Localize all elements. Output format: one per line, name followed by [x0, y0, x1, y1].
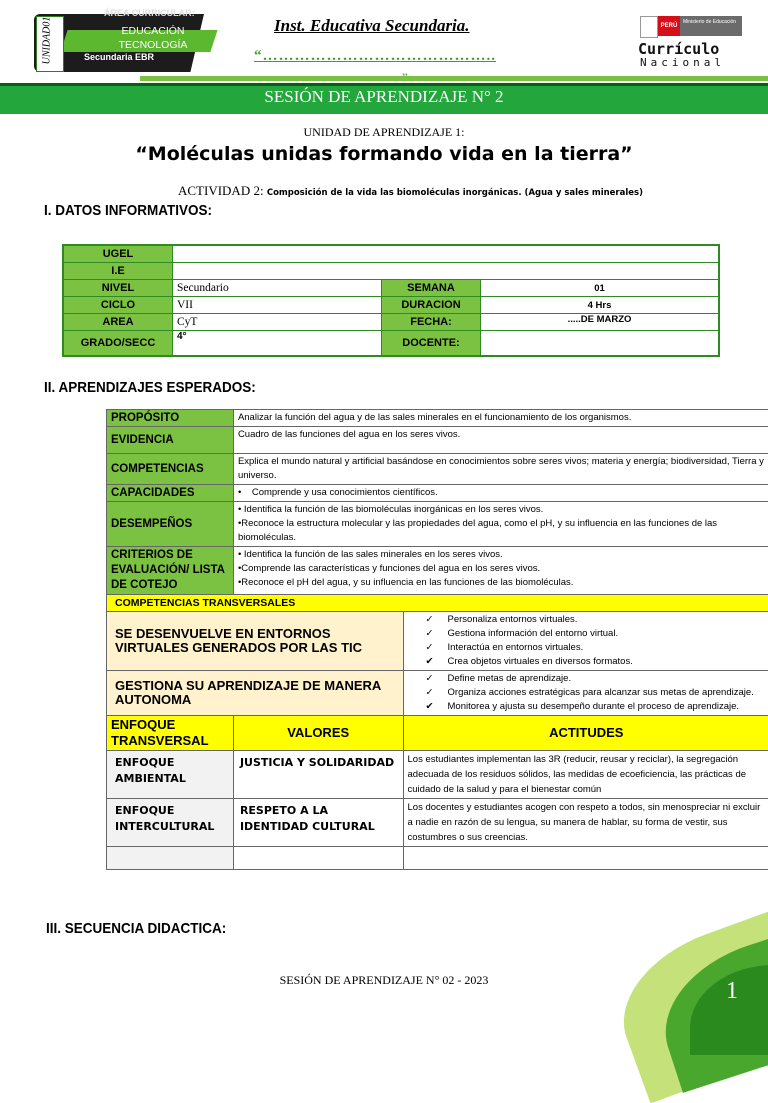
ciclo-label: CICLO [63, 297, 173, 314]
institution-name: Inst. Educativa Secundaria. [274, 16, 470, 36]
area-label: ÁREA CURRICULAR: [104, 8, 195, 18]
session-title: SESIÓN DE APRENDIZAJE N° 2 [0, 87, 768, 107]
check-text: Monitorea y ajusta su desempeño durante el proceso de aprendizaje. [448, 701, 740, 712]
semana-label: SEMANA [382, 280, 481, 297]
criterios-label: CRITERIOS DE EVALUACIÓN/ LISTA DE COTEJO [107, 547, 234, 595]
empty-cell [233, 847, 403, 870]
check-item [408, 672, 765, 686]
check-text: Crea objetos virtuales en diversos formatos. [448, 656, 633, 667]
ugel-value [173, 245, 720, 263]
check-text: Personaliza entornos virtuales. [448, 614, 578, 625]
check-item [408, 641, 765, 655]
logo-country: PERÚ [658, 16, 680, 36]
duracion-label: DURACION [382, 297, 481, 314]
nivel-value: Secundario [173, 280, 382, 297]
header-accent-line [140, 76, 768, 81]
ciclo-value: VII [173, 297, 382, 314]
activity-line [178, 183, 643, 199]
empty-cell [403, 847, 768, 870]
check-icon: ✓ [426, 627, 434, 641]
valor-justicia: JUSTICIA Y SOLIDARIDAD [233, 751, 403, 799]
semana-value: 01 [481, 280, 720, 297]
nivel-label: NIVEL [63, 280, 173, 297]
enfoque-intercultural: ENFOQUE INTERCULTURAL [107, 799, 234, 847]
duracion-value: 4 Hrs [481, 297, 720, 314]
check-text: Define metas de aprendizaje. [448, 673, 572, 684]
actitudes-header: ACTITUDES [403, 716, 768, 751]
ugel-label: UGEL [63, 245, 173, 263]
desempeno-item: •Reconoce la estructura molecular y las propiedades del agua, como el pH, y su influencia en las funciones de las biomoléculas. [238, 517, 765, 545]
logo-ministry: Ministerio de Educación [680, 16, 742, 36]
grado-value: 4° [173, 331, 382, 357]
section-2-title: II. APRENDIZAJES ESPERADOS: [44, 379, 256, 396]
criterio-item: •Comprende las características y funciones del agua en los seres vivos. [238, 562, 765, 576]
unidad-tag-label: UNIDAD01 [41, 17, 52, 65]
level-label: Secundaria EBR [84, 52, 154, 62]
valores-header: VALORES [233, 716, 403, 751]
aprendizajes-table [106, 409, 768, 870]
fecha-label: FECHA: [382, 314, 481, 331]
datos-table [62, 244, 720, 357]
peru-shield-icon [640, 16, 658, 38]
tic-label: SE DESENVUELVE EN ENTORNOS VIRTUALES GENERADOS POR LAS TIC [107, 612, 404, 671]
area-value: CyT [173, 314, 382, 331]
transversales-label: COMPETENCIAS TRANSVERSALES [107, 595, 768, 612]
ie-value [173, 263, 720, 280]
evidencia-text: Cuadro de las funciones del agua en los seres vivos. [233, 427, 768, 454]
logo-title: Currículo [638, 40, 719, 58]
slogan-placeholder: “…………………………………….. [254, 48, 496, 65]
desempeno-item: • Identifica la función de las biomoléculas inorgánicas en los seres vivos. [238, 503, 765, 517]
capacidades-value: Comprende y usa conocimientos científicos. [252, 487, 438, 498]
capacidades-label: CAPACIDADES [107, 485, 234, 502]
check-icon: ✓ [426, 686, 434, 700]
grado-label: GRADO/SECC [63, 331, 173, 357]
evidencia-label: EVIDENCIA [107, 427, 234, 454]
check-text: Organiza acciones estratégicas para alcanzar sus metas de aprendizaje. [448, 687, 754, 698]
check-icon: ✓ [426, 641, 434, 655]
check-text: Interactúa en entornos virtuales. [448, 642, 584, 653]
page-number: 1 [726, 978, 738, 1005]
capacidades-text [233, 485, 768, 502]
check-item [408, 700, 765, 714]
enfoque-header: ENFOQUE TRANSVERSAL [107, 716, 234, 751]
check-item [408, 613, 765, 627]
check-text: Gestiona información del entorno virtual. [448, 628, 619, 639]
competencias-text: Explica el mundo natural y artificial basándose en conocimientos sobre seres vivos; materia y energía; biodiversidad, Tierra y universo. [233, 454, 768, 485]
unit-line: UNIDAD DE APRENDIZAJE 1: [0, 125, 768, 140]
ie-label: I.E [63, 263, 173, 280]
check-item [408, 627, 765, 641]
actitud-ambiental: Los estudiantes implementan las 3R (reducir, reusar y reciclar), la segregación adecuada de los residuos sólidos, las medidas de ecoeficiencia, las prácticas de cuidado de la salud y para el bienestar común [403, 751, 768, 799]
criterios-cell [233, 547, 768, 595]
activity-text: Composición de la vida las biomoléculas inorgánicas. (Agua y sales minerales) [267, 188, 643, 198]
tic-items [403, 612, 768, 671]
area-name: EDUCACIÓN TECNOLOGÍA [108, 24, 198, 52]
enfoque-ambiental: ENFOQUE AMBIENTAL [107, 751, 234, 799]
main-title: “Moléculas unidas formando vida en la tierra” [0, 143, 768, 165]
proposito-text: Analizar la función del agua y de las sales minerales en el funcionamiento de los organismos. [233, 410, 768, 427]
gestiona-items [403, 671, 768, 716]
criterio-item: •Reconoce el pH del agua, y su influencia en las funciones de las biomoléculas. [238, 576, 765, 590]
gestiona-label: GESTIONA SU APRENDIZAJE DE MANERA AUTONOMA [107, 671, 404, 716]
unidad-tag [36, 16, 64, 72]
logo-subtitle: Nacional [640, 56, 725, 69]
valor-respeto: RESPETO A LA IDENTIDAD CULTURAL [233, 799, 403, 847]
docente-label: DOCENTE: [382, 331, 481, 357]
check-icon: ✓ [426, 613, 434, 627]
competencias-label: COMPETENCIAS [107, 454, 234, 485]
check-item [408, 655, 765, 669]
criterio-item: • Identifica la función de las sales minerales en los seres vivos. [238, 548, 765, 562]
area-label-cell: AREA [63, 314, 173, 331]
section-3-title: III. SECUENCIA DIDACTICA: [46, 920, 226, 937]
desempenos-label: DESEMPEÑOS [107, 502, 234, 547]
check-icon: ✔ [426, 655, 434, 669]
section-1-title: I. DATOS INFORMATIVOS: [44, 202, 212, 219]
activity-label: ACTIVIDAD 2: [178, 183, 267, 198]
footer-text: SESIÓN DE APRENDIZAJE N° 02 - 2023 [0, 973, 768, 988]
fecha-value: .....DE MARZO [481, 314, 720, 331]
actitud-intercultural: Los docentes y estudiantes acogen con respeto a todos, sin menospreciar ni excluir a nadie en razón de su lengua, su manera de hablar, su forma de vestir, sus costumbres o sus creencias. [403, 799, 768, 847]
bullet-icon: • [238, 487, 252, 498]
check-item [408, 686, 765, 700]
empty-cell [107, 847, 234, 870]
proposito-label: PROPÓSITO [107, 410, 234, 427]
check-icon: ✔ [426, 700, 434, 714]
desempenos-cell [233, 502, 768, 547]
check-icon: ✓ [426, 672, 434, 686]
docente-value [481, 331, 720, 357]
